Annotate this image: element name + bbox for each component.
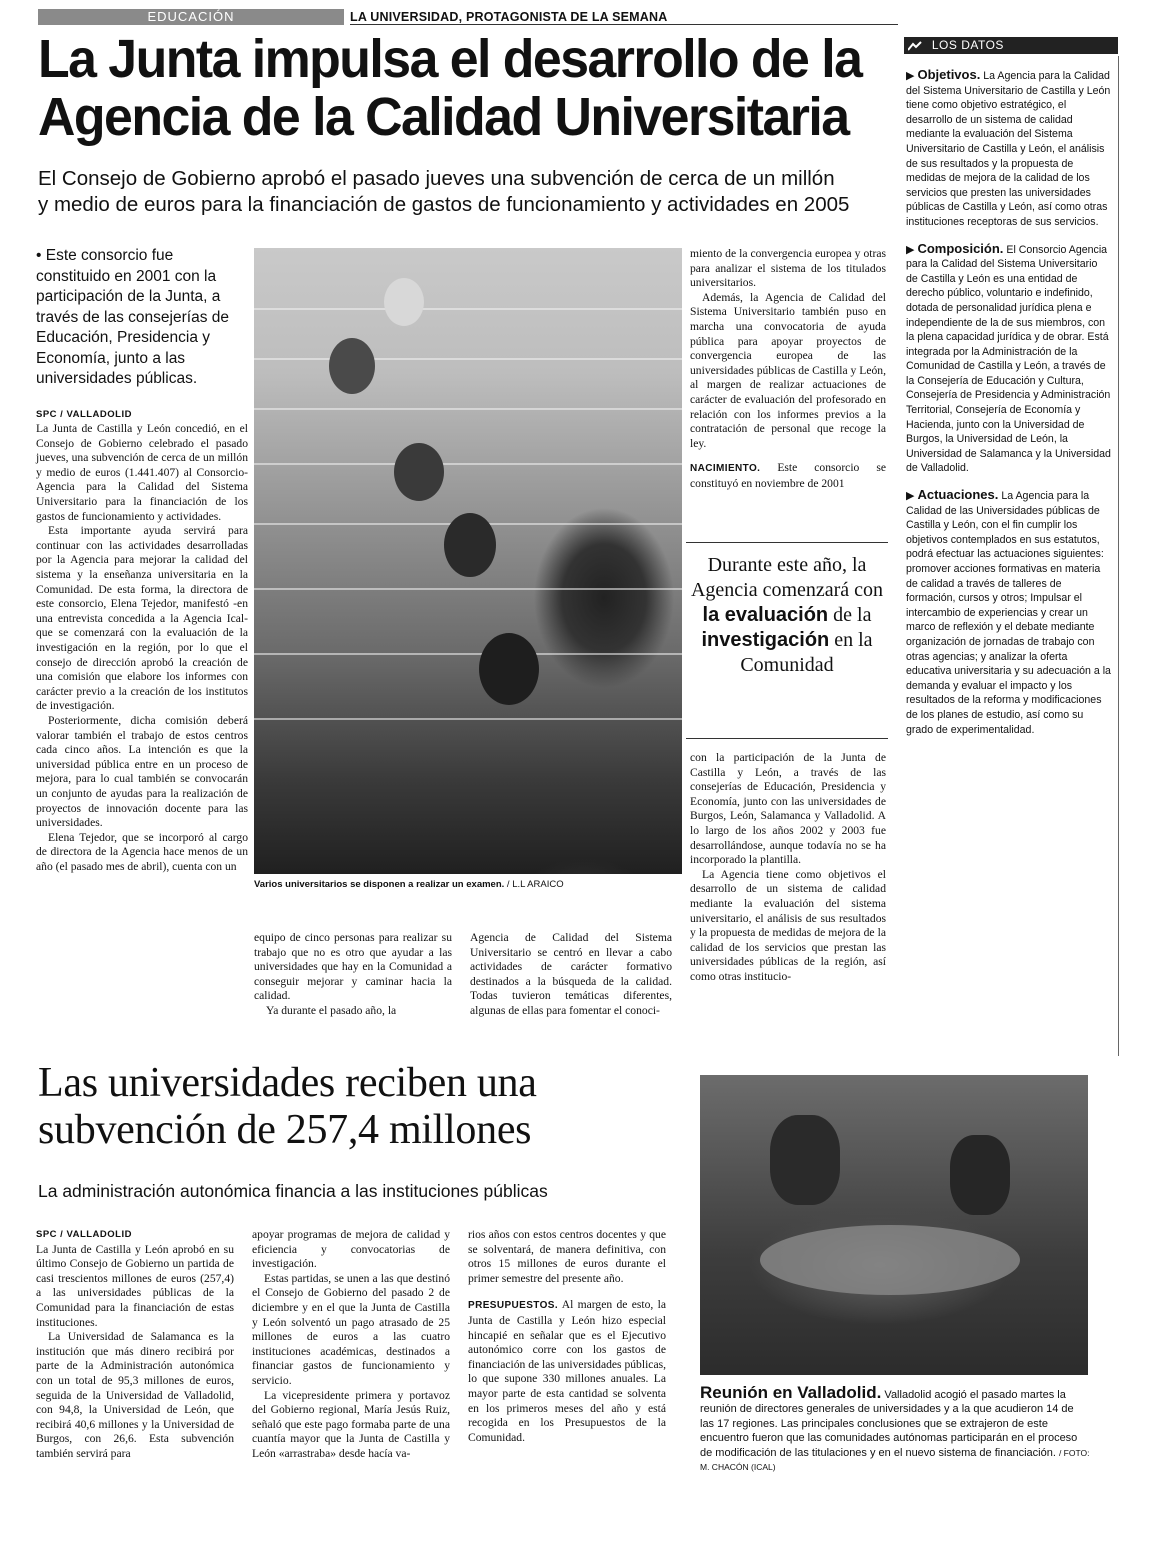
page-topic: LA UNIVERSIDAD, PROTAGONISTA DE LA SEMANA <box>350 10 668 24</box>
body-paragraph: Agencia de Calidad del Sistema Universitario se centró en llevar a cabo actividades de carácter formativo destinados a la búsqueda de la calidad. Todas tuvieron temáticas diferentes, algunas de ellas para fomentar el conoci- <box>470 931 672 1017</box>
body-paragraph: equipo de cinco personas para realizar su trabajo que no es otro que ayudar a las universidades que hay en la Comunidad a conseguir mejorar y caminar hacia la calidad. <box>254 931 452 1003</box>
photo-credit: / FOTO: M. CHACÓN (ICAL) <box>700 1447 1090 1473</box>
body-paragraph: miento de la convergencia europea y otras para analizar el sistema de los titulados universitarios. <box>690 247 886 290</box>
photo-credit: / L.L ARAICO <box>506 879 564 890</box>
story1-column-2 <box>254 931 452 1019</box>
pull-quote-text: en la Comunidad <box>740 629 873 676</box>
second-headline <box>38 1060 688 1154</box>
body-paragraph: Elena Tejedor, que se incorporó al cargo de directora de la Agencia hace menos de un año (el pasado mes de abril), cuenta con un <box>36 830 248 873</box>
second-headline-line1: Las universidades reciben una <box>38 1060 537 1106</box>
body-paragraph: La Universidad de Salamanca es la institución que más dinero recibirá por parte de la Administración autonómica con un total de 95,3 millones de euros, seguida de la Universidad de Valladolid, con 94,8, la Universidad de León, que recibirá 40,6 millones y la Universidad de Burgos, con 26,6. Esta subvención también servirá para <box>36 1330 234 1460</box>
body-paragraph: La Agencia tiene como objetivos el desarrollo de un sistema de calidad mediante la evaluación del sistema universitario, el análisis de sus resultados y la propuesta de medidas de mejora de la calidad de los servicios que prestan las universidades públicas de la región, así como otras institucio- <box>690 867 886 983</box>
datos-item <box>906 68 1112 230</box>
quote-rule <box>686 738 888 739</box>
byline: SPC / VALLADOLID <box>36 408 132 420</box>
photo-caption <box>254 879 684 890</box>
main-headline-line2: Agencia de la Calidad Universitaria <box>38 87 849 147</box>
body-paragraph: La vicepresidente primera y portavoz del Gobierno regional, María Jesús Ruiz, señaló que este pago formaba parte de una cuantía mayor que la Junta de Castilla y León «arrastraba» desde hacía va- <box>252 1388 450 1460</box>
photo-caption-title: Reunión en Valladolid. <box>700 1383 882 1402</box>
body-paragraph: Posteriormente, dicha comisión deberá valorar también el trabajo de estos centros cada cinco años. La intención es que la universidad pública entre en un proceso de mejora, para lo cual también se convocarán un conjunto de ayudas para la realización de proyectos de innovación docente para las universidades. <box>36 713 248 830</box>
pull-quote-emphasis: la evaluación <box>702 604 829 626</box>
datos-header <box>904 37 1118 54</box>
subhead-keyword: PRESUPUESTOS. <box>468 1300 559 1312</box>
quote-rule <box>686 542 888 543</box>
pull-quote-text: de la <box>833 604 872 626</box>
pull-quote <box>686 553 888 678</box>
triangle-icon: ▶ <box>906 490 915 503</box>
body-paragraph: Al margen de esto, la Junta de Castilla y León hizo especial hincapié en señalar que es el Ejecutivo autonómico corre con los gastos de financiación de las universidades públicas, lo que supone 330 millones anuales. La mayor parte de esta cantidad se solventa en los primeros meses del año y está recogida en los Presupuestos de la Comunidad. <box>468 1298 666 1444</box>
header-rule <box>350 24 898 25</box>
body-paragraph: Además, la Agencia de Calidad del Sistema Universitario también puso en marcha una convocatoria de ayuda pública para apoyar proyectos de convergencia europea de las universidades públicas de Castilla y León, al margen de realizar actuaciones de carácter de evaluación del profesorado en relación con los informes previos a la contratación de personal que recoge la ley. <box>690 290 886 450</box>
pull-quote-text: Durante este año, la Agencia comenzará con <box>690 554 884 601</box>
story1-column-3 <box>470 931 672 1019</box>
body-paragraph: Ya durante el pasado año, la <box>266 1003 397 1017</box>
photo-caption-text: Valladolid acogió el pasado martes la reunión de directores generales de universidades y a la que acudieron 14 de las 17 regiones. Las principales conclusiones que se extrajeron de este encuentro fueron que las comunidades autónomas participarán en el proceso de modificación de las titulaciones y en el nuevo sistema de financiación. <box>700 1389 1078 1459</box>
body-paragraph: Esta importante ayuda servirá para continuar con las actividades desarrolladas por la Agencia para mejorar la calidad del sistema y la enseñanza universitaria en la Comunidad. De esta forma, la directora de este consorcio, Elena Tejedor, manifestó -en una entrevista concedida a la Agencia Ical- que se comenzará con la evaluación de la investigación en la región, por lo que el consejo de dirección aprobó la creación de una comisión que elabore los informes con carácter previo a la creación de los institutos de investigación. <box>36 524 248 713</box>
photo-caption-text: Varios universitarios se disponen a realizar un examen. <box>254 879 505 890</box>
section-label: EDUCACIÓN <box>38 9 344 25</box>
main-headline <box>38 30 864 146</box>
datos-item-label: Objetivos. <box>917 67 981 82</box>
trend-icon <box>908 38 926 52</box>
story1-column-4-top <box>690 247 886 492</box>
main-subheadline-line1: El Consejo de Gobierno aprobó el pasado jueves una subvención de cerca de un millón <box>38 167 835 190</box>
main-headline-line1: La Junta impulsa el desarrollo de la <box>38 29 862 89</box>
story2-column-1 <box>36 1228 234 1462</box>
body-paragraph: Este consorcio se constituyó en noviembre de 2001 <box>690 461 886 490</box>
photo-caption <box>700 1383 1090 1474</box>
triangle-icon: ▶ <box>906 70 915 82</box>
byline: SPC / VALLADOLID <box>36 1229 132 1240</box>
datos-item-text: La Agencia para la Calidad de las Universidades públicas de Castilla y León, con el fin cumplir los objetivos contemplados en sus estatutos, podrá efectuar las actuaciones siguientes: promover acciones formativas en materia de calidad a través de talleres de formación, cursos y otros; Impulsar el intercambio de experiencias y crear un marco de reflexión y el debate mediante organización de jornadas de trabajo con otras agencias; y analizar la oferta educativa universitaria y su adecuación a la demanda y evaluar el impacto y los resultados de la reforma y modificaciones de los planes de estudio, así como su grado de experimentalidad. <box>906 490 1111 736</box>
main-subheadline-line2: y medio de euros para la financiación de gastos de funcionamiento y actividades en 2005 <box>38 193 850 216</box>
body-paragraph: La Junta de Castilla y León concedió, en el Consejo de Gobierno celebrado el pasado jueves, una subvención de cerca de un millón y medio de euros (1.441.407) al Consorcio-Agencia para la Calidad del Sistema Universitario para la financiación de los gastos de funcionamiento y actividades. <box>36 422 248 523</box>
lead-paragraph: • Este consorcio fue constituido en 2001 con la participación de la Junta, a través de las consejerías de Educación, Presidencia y Economía, junto a las universidades públicas. <box>36 247 229 387</box>
datos-item-label: Actuaciones. <box>917 487 999 503</box>
body-paragraph: La Junta de Castilla y León aprobó en su último Consejo de Gobierno un partida de casi trescientos millones de euros (257,4) a las universidades públicas de la Comunidad para la financiación de estas instituciones. <box>36 1242 234 1329</box>
pull-quote-emphasis: investigación <box>701 629 830 651</box>
meeting-photo <box>700 1075 1088 1375</box>
body-paragraph: rios años con estos centros docentes y que se solventará, de manera definitiva, con otros 15 millones de euros durante el primer semestre del presente año. <box>468 1228 666 1285</box>
second-headline-line2: subvención de 257,4 millones <box>38 1107 532 1153</box>
subhead-keyword: NACIMIENTO. <box>690 463 761 475</box>
datos-item-text: La Agencia para la Calidad del Sistema Universitario de Castilla y León tiene como objetivo estratégico, el desarrollo de un sistema de calidad mediante la evaluación del Sistema Universitario de Castilla y León, el análisis de sus resultados y la propuesta de medidas de mejora de la calidad de los servicios que presten las universidades públicas de Castilla y León, así como otras instituciones receptoras de sus servicios. <box>906 70 1111 228</box>
second-subheadline: La administración autonómica financia a las instituciones públicas <box>38 1181 548 1201</box>
datos-list <box>906 68 1112 737</box>
datos-item <box>906 242 1112 477</box>
datos-title: LOS DATOS <box>931 38 1004 52</box>
main-subheadline <box>38 166 898 218</box>
story2-column-2 <box>252 1228 450 1462</box>
body-paragraph: apoyar programas de mejora de calidad y eficiencia y convocatorias de investigación. <box>252 1228 450 1271</box>
datos-item <box>906 488 1112 737</box>
story1-column-4-bottom <box>690 751 886 985</box>
datos-item-text: El Consorcio Agencia para la Calidad del Sistema Universitario de Castilla y León es una entidad de derecho público, voluntario e indefinido, dotada de personalidad jurídica plena e independiente de la de sus miembros, con la plena capacidad jurídica y de obrar. Está integrada por la Administración de la Comunidad de Castilla y León, a través de la Consejería de Educación y Cultura, Consejería de Presidencia y Administración Territorial, Consejería de Economía y Hacienda, junto con la Universidad de Burgos, la Universidad de León, la Universidad de Salamanca y la Universidad de Valladolid. <box>906 243 1111 475</box>
body-paragraph: Estas partidas, se unen a las que destinó el Consejo de Gobierno del pasado 2 de diciembre y en el que la Junta de Castilla y León solventó un pago atrasado de 25 millones de euros a las cuatro instituciones académicas, destinados a financiar gastos de funcionamiento y servicio. <box>252 1271 450 1387</box>
story1-column-1 <box>36 246 248 875</box>
triangle-icon: ▶ <box>906 243 915 256</box>
body-paragraph: con la participación de la Junta de Castilla y León, a través de las consejerías de Educación, Presidencia y Economía, junto con las universidades de Burgos, León, Salamanca y Valladolid. A lo largo de los años 2002 y 2003 fue desarrollándose, aunque todavía no se ha incorporado la plantilla. <box>690 751 886 867</box>
story2-column-3 <box>468 1228 666 1445</box>
datos-item-label: Composición. <box>917 240 1004 256</box>
exam-photo <box>254 248 682 874</box>
